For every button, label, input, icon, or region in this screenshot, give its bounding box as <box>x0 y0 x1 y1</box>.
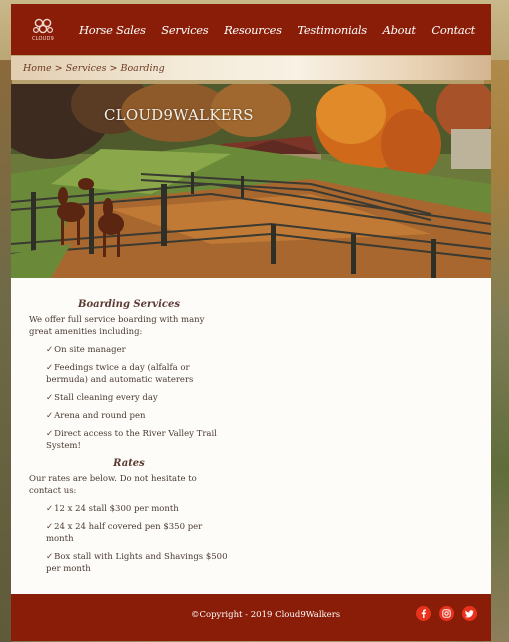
copyright-text: ©Copyright - 2019 Cloud9Walkers <box>191 610 341 620</box>
list-item <box>46 362 229 386</box>
list-item <box>46 551 229 575</box>
list-item <box>46 428 229 452</box>
check-icon: ✓ <box>46 411 54 421</box>
list-item-text: 12 x 24 stall $300 per month <box>54 504 179 514</box>
nav-link-about[interactable]: About <box>382 22 416 37</box>
list-item <box>46 392 229 404</box>
list-item-text: 24 x 24 half covered pen $350 per month <box>46 522 203 544</box>
navbar <box>11 4 491 55</box>
nav-link-contact[interactable]: Contact <box>431 22 475 37</box>
boarding-intro: We offer full service boarding with many great amenities including: <box>29 315 205 337</box>
rates-title: Rates <box>113 458 145 469</box>
facebook-glyph <box>420 609 427 618</box>
breadcrumb <box>11 56 491 80</box>
rates-intro: Our rates are below. Do not hesitate to contact us: <box>29 474 197 496</box>
list-item-text: Stall cleaning every day <box>54 393 158 403</box>
nav-links <box>79 23 475 37</box>
check-icon: ✓ <box>46 363 54 373</box>
footer <box>11 594 491 641</box>
list-item-text: Feedings twice a day (alfalfa or bermuda) and automatic waterers <box>46 363 194 385</box>
hero-title: CLOUD9WALKERS <box>104 106 254 124</box>
twitter-glyph <box>465 610 474 618</box>
list-item <box>46 344 229 356</box>
cloud-logo-icon <box>31 17 55 35</box>
boarding-title: Boarding Services <box>78 299 180 310</box>
list-item <box>46 521 229 545</box>
breadcrumb-separator: > <box>54 62 63 74</box>
list-item-text: Direct access to the River Valley Trail System! <box>46 429 217 451</box>
logo[interactable] <box>29 14 57 46</box>
page-container <box>11 4 491 641</box>
instagram-icon[interactable] <box>439 606 454 621</box>
list-item-text: Box stall with Lights and Shavings $500 per month <box>46 552 228 574</box>
hero-image <box>11 84 491 278</box>
main-content <box>11 278 491 594</box>
check-icon: ✓ <box>46 345 54 355</box>
boarding-list <box>29 344 229 452</box>
twitter-icon[interactable] <box>462 606 477 621</box>
facebook-icon[interactable] <box>416 606 431 621</box>
content-column <box>29 278 229 575</box>
list-item-text: Arena and round pen <box>54 411 146 421</box>
check-icon: ✓ <box>46 552 54 562</box>
breadcrumb-services[interactable]: Services <box>65 62 107 74</box>
breadcrumb-current: Boarding <box>120 62 165 74</box>
check-icon: ✓ <box>46 522 54 532</box>
nav-link-services[interactable]: Services <box>161 22 209 37</box>
list-item <box>46 503 229 515</box>
rates-list <box>29 503 229 575</box>
breadcrumb-separator: > <box>109 62 118 74</box>
list-item-text: On site manager <box>54 345 126 355</box>
check-icon: ✓ <box>46 504 54 514</box>
nav-link-horse-sales[interactable]: Horse Sales <box>79 22 146 37</box>
instagram-glyph <box>442 609 451 618</box>
logo-text: CLOUD9 <box>32 36 54 42</box>
check-icon: ✓ <box>46 429 54 439</box>
list-item <box>46 410 229 422</box>
nav-link-testimonials[interactable]: Testimonials <box>297 22 367 37</box>
breadcrumb-home[interactable]: Home <box>23 62 52 74</box>
check-icon: ✓ <box>46 393 54 403</box>
nav-link-resources[interactable]: Resources <box>224 22 282 37</box>
social-links <box>416 606 477 621</box>
